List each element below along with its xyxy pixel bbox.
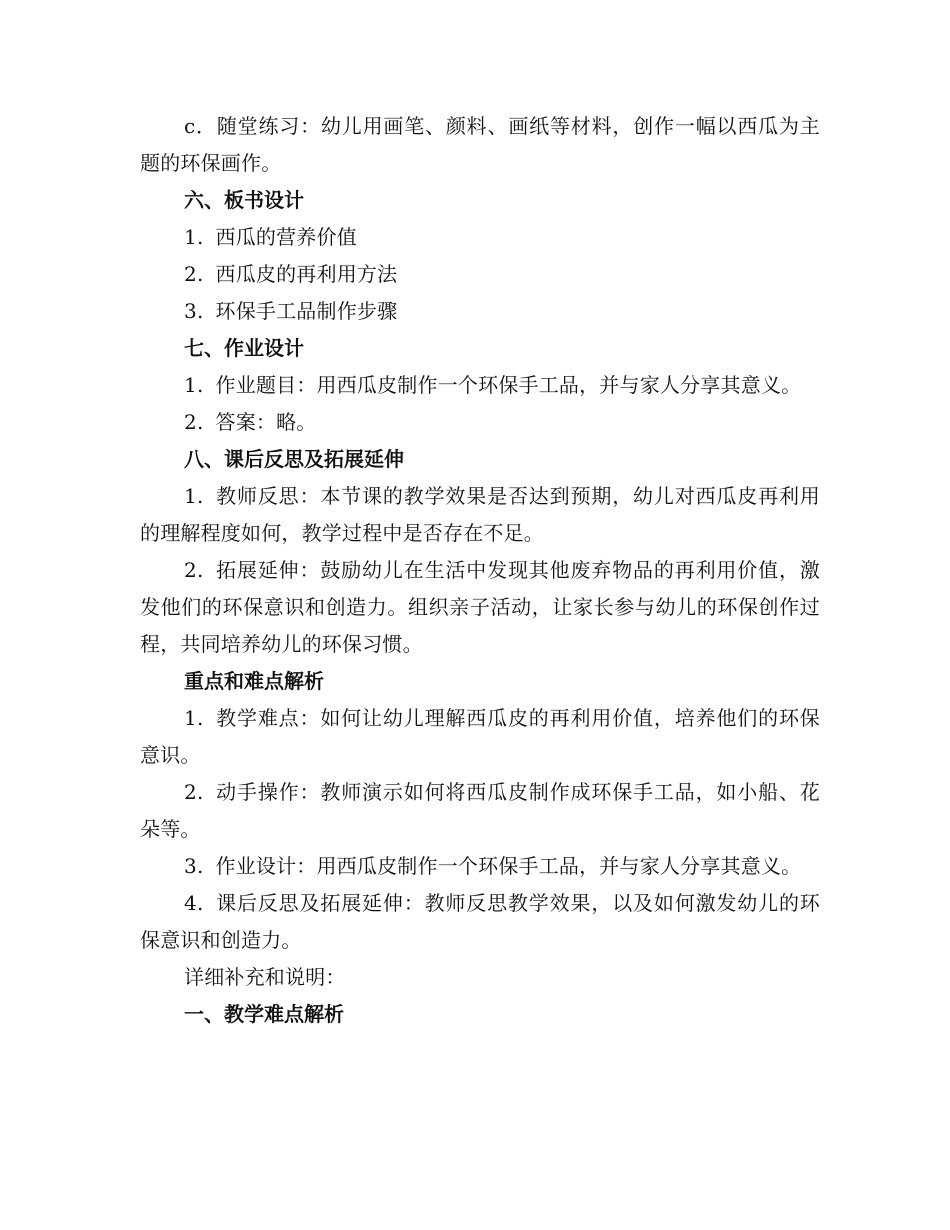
list-text: 动手操作：教师演示如何将西瓜皮制作成环保手工品，如小船、花朵等。	[140, 780, 820, 841]
section-heading-reflection: 八、课后反思及拓展延伸	[184, 447, 404, 471]
list-number: 2 .	[184, 774, 204, 811]
list-text: 作业题目：用西瓜皮制作一个环保手工品，并与家人分享其意义。	[215, 373, 802, 397]
list-item	[140, 885, 820, 959]
list-number: 1 .	[184, 700, 204, 737]
list-item	[140, 367, 820, 404]
list-item	[140, 293, 820, 330]
list-number: 3 .	[184, 848, 204, 885]
list-item	[140, 219, 820, 256]
section-heading-difficulty-analysis: 一、教学难点解析	[184, 1002, 344, 1026]
paragraph-supplement: 详细补充和说明：	[184, 965, 346, 989]
list-text: 西瓜的营养价值	[215, 225, 357, 249]
list-item	[140, 700, 820, 774]
list-text: 西瓜皮的再利用方法	[215, 262, 398, 286]
list-number: 2 .	[184, 256, 204, 293]
document-page	[140, 108, 820, 1033]
paragraph-practice: c．随堂练习：幼儿用画笔、颜料、画纸等材料，创作一幅以西瓜为主题的环保画作。	[140, 114, 820, 175]
list-number: 2 .	[184, 552, 204, 589]
list-text: 答案：略。	[215, 410, 317, 434]
list-number: 2 .	[184, 404, 204, 441]
list-number: 1 .	[184, 367, 204, 404]
section-heading-board-design: 六、板书设计	[184, 188, 304, 212]
list-number: 4 .	[184, 885, 204, 922]
list-text: 教师反思：本节课的教学效果是否达到预期，幼儿对西瓜皮再利用的理解程度如何，教学过程中是否存在不足。	[140, 484, 820, 545]
list-item	[140, 256, 820, 293]
list-item	[140, 404, 820, 441]
section-heading-key-points: 重点和难点解析	[184, 669, 324, 693]
list-item	[140, 478, 820, 552]
section-heading-homework: 七、作业设计	[184, 336, 304, 360]
list-text: 教学难点：如何让幼儿理解西瓜皮的再利用价值，培养他们的环保意识。	[140, 706, 820, 767]
list-item	[140, 848, 820, 885]
list-text: 课后反思及拓展延伸：教师反思教学效果，以及如何激发幼儿的环保意识和创造力。	[140, 891, 820, 952]
list-number: 3 .	[184, 293, 204, 330]
list-text: 作业设计：用西瓜皮制作一个环保手工品，并与家人分享其意义。	[215, 854, 802, 878]
list-text: 拓展延伸：鼓励幼儿在生活中发现其他废弃物品的再利用价值，激发他们的环保意识和创造力。组织亲子活动，让家长参与幼儿的环保创作过程，共同培养幼儿的环保习惯。	[140, 558, 820, 656]
list-item	[140, 552, 820, 663]
list-number: 1 .	[184, 219, 204, 256]
list-item	[140, 774, 820, 848]
list-text: 环保手工品制作步骤	[215, 299, 398, 323]
list-number: 1 .	[184, 478, 204, 515]
